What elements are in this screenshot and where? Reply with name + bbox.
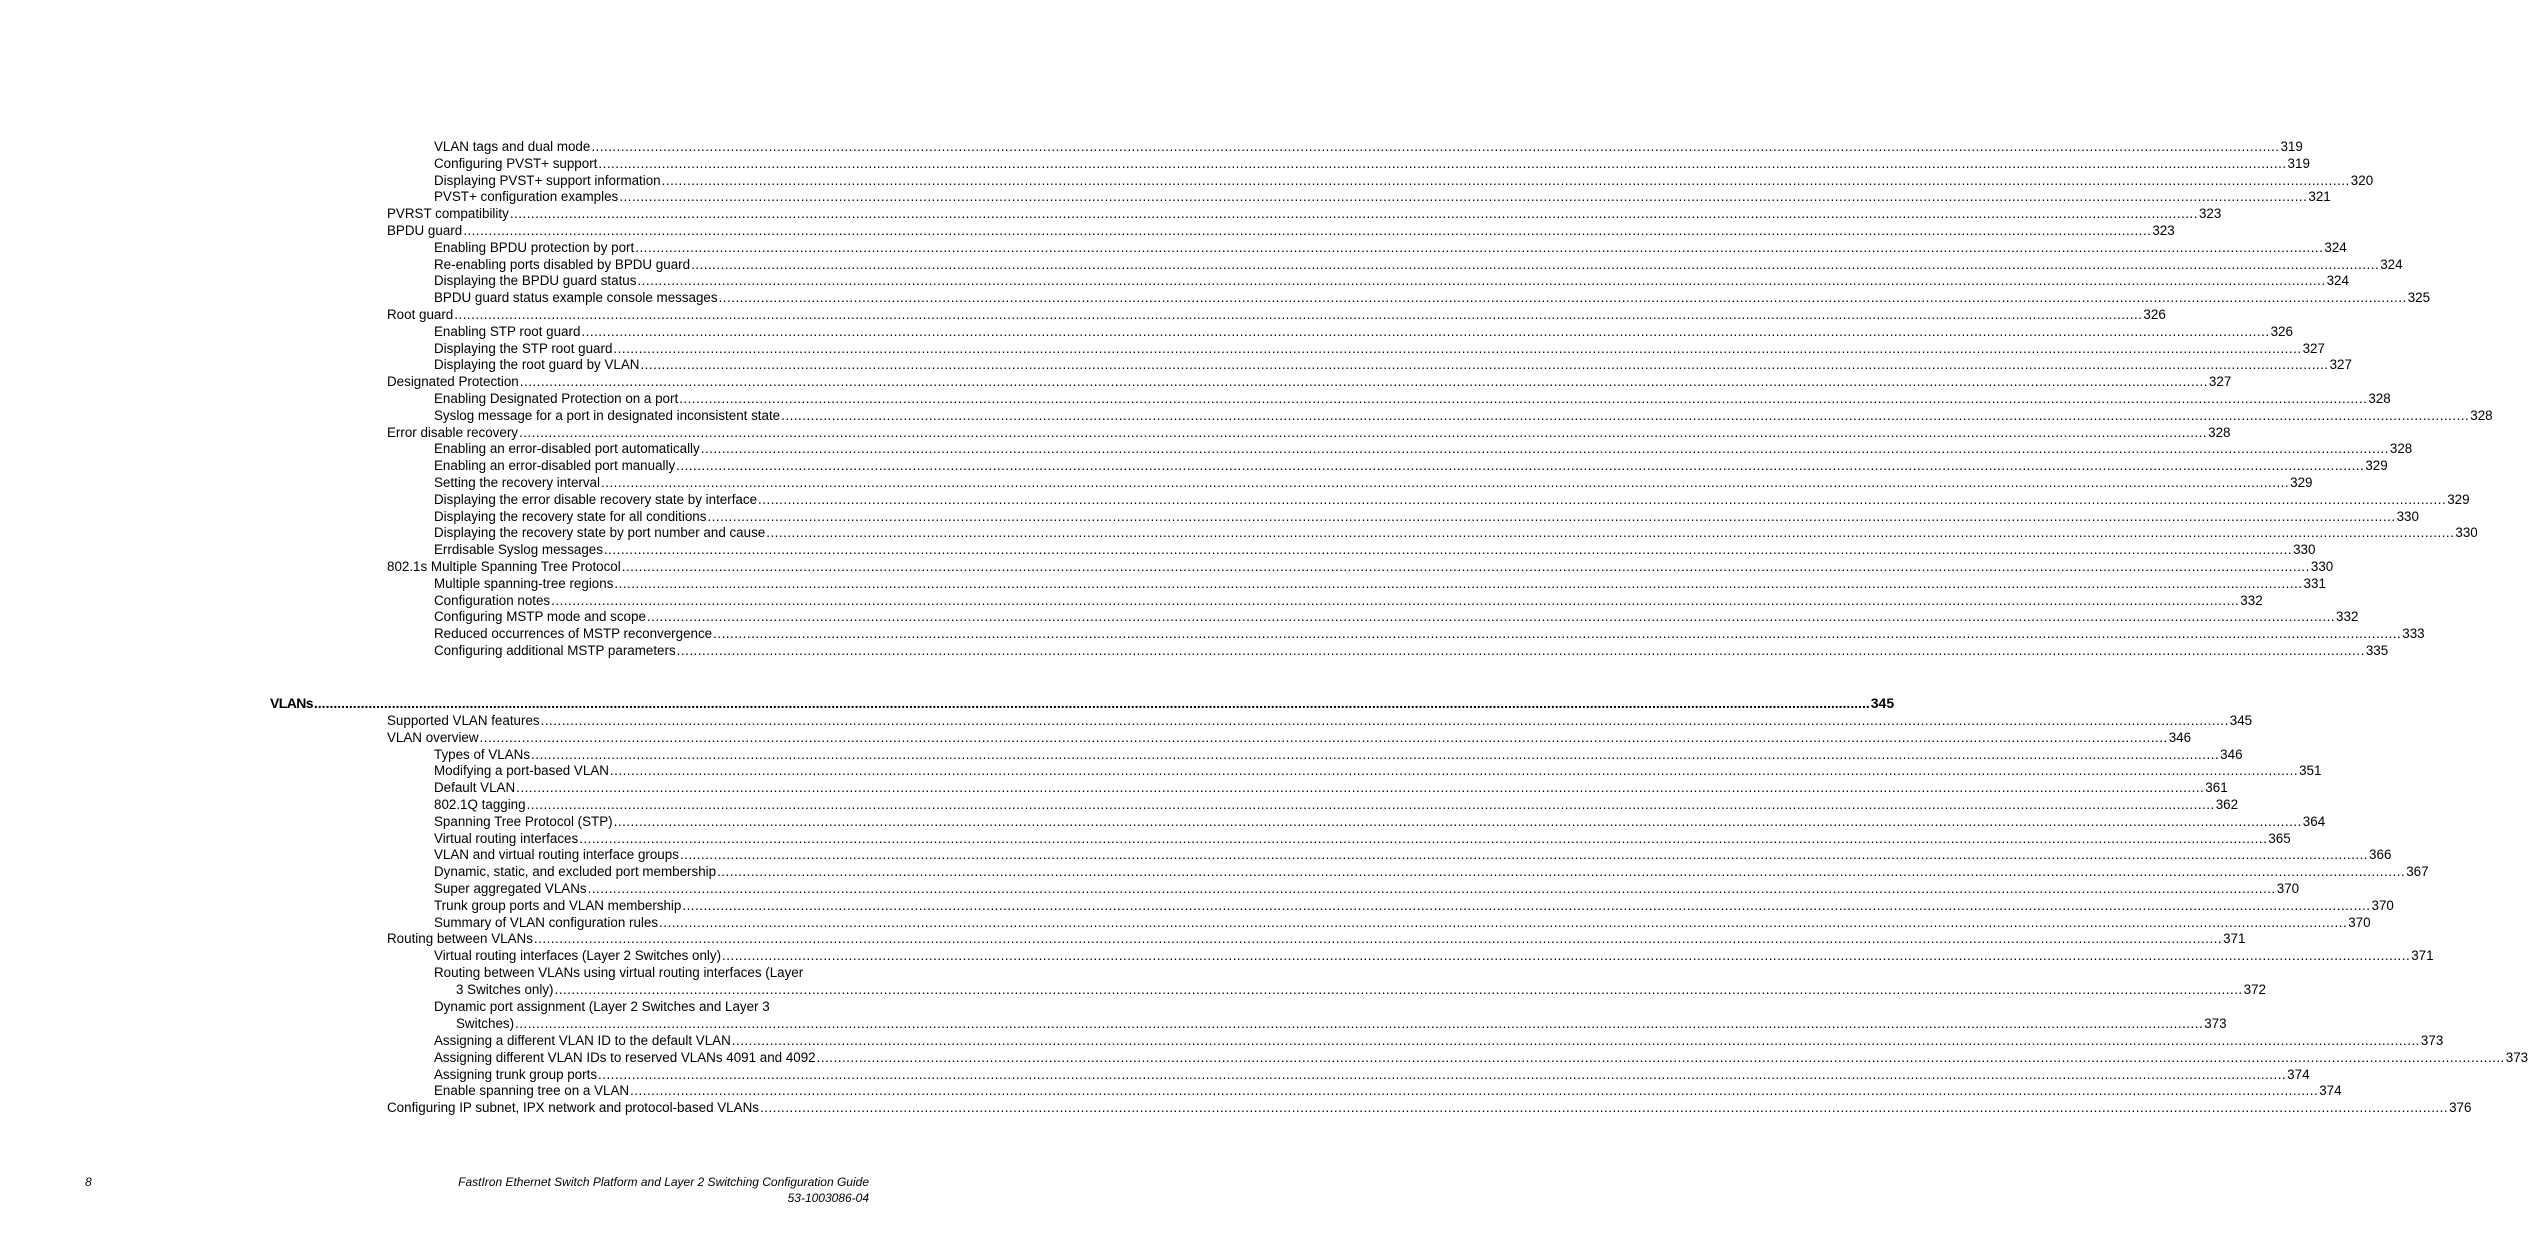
toc-page-number: 328 [2368,391,2391,406]
leader-dots: ................................................................................................................................................................................................................................................................................................................................................................................................................ [691,256,2380,272]
toc-entry[interactable] [434,914,2371,931]
toc-entry-label: Virtual routing interfaces (Layer 2 Switches only) [434,948,722,964]
toc-entry-label: Modifying a port-based VLAN [434,763,609,779]
toc-entry[interactable] [434,779,2228,796]
toc-entry[interactable] [434,474,2313,491]
toc-entry-label: PVST+ configuration examples [434,189,619,205]
leader-dots: ................................................................................................................................................................................................................................................................................................................................................................................................................ [816,1049,2505,1065]
leader-dots: ................................................................................................................................................................................................................................................................................................................................................................................................................ [603,542,2293,558]
toc-entry-label: Trunk group ports and VLAN membership [434,897,682,913]
toc-entry-label: Enabling an error-disabled port manually [434,458,676,474]
toc-entry-label: Reduced occurrences of MSTP reconvergence [434,626,713,642]
chapter-page-number: 345 [1870,695,1895,711]
toc-entry[interactable] [434,508,2419,525]
toc-page-number: 324 [2326,273,2349,289]
leader-dots: ................................................................................................................................................................................................................................................................................................................................................................................................................ [609,763,2299,779]
leader-dots: ................................................................................................................................................................................................................................................................................................................................................................................................................ [718,290,2407,306]
toc-entry-label: Setting the recovery interval [434,475,600,490]
toc-page-number: 323 [2152,223,2175,238]
toc-entry[interactable] [434,356,2352,373]
toc-entry-label: Assigning trunk group ports [434,1066,598,1082]
leader-dots: ................................................................................................................................................................................................................................................................................................................................................................................................................ [613,340,2302,356]
toc-entry-label: 802.1s Multiple Spanning Tree Protocol [387,559,621,574]
toc-entry-label: Multiple spanning-tree regions [434,575,614,591]
leader-dots: ................................................................................................................................................................................................................................................................................................................................................................................................................ [479,729,2168,745]
toc-entry[interactable] [434,323,2293,340]
toc-entry[interactable] [434,998,2227,1032]
toc-entry-label-line2: 3 Switches only) [456,982,554,997]
toc-page-number: 327 [2329,357,2352,373]
toc-entry[interactable] [434,625,2425,642]
chapter-heading-vlans[interactable] [270,694,1895,712]
leader-dots: ................................................................................................................................................................................................................................................................................................................................................................................................................ [707,508,2396,524]
leader-dots: ................................................................................................................................................................................................................................................................................................................................................................................................................ [587,881,2276,896]
toc-page-number: 370 [2371,897,2394,913]
toc-entry-label-line1: Routing between VLANs using virtual routing interfaces (Layer [434,965,804,980]
toc-entry[interactable] [434,964,2266,998]
leader-dots: ................................................................................................................................................................................................................................................................................................................................................................................................................ [766,525,2455,541]
toc-entry-label: Errdisable Syslog messages [434,542,603,558]
toc-page-number: 373 [2505,1049,2528,1065]
toc-page-number: 324 [2380,256,2403,272]
toc-entry[interactable] [434,762,2322,779]
leader-dots: ................................................................................................................................................................................................................................................................................................................................................................................................................ [554,982,2243,997]
toc-entry-label: BPDU guard status example console messages [434,290,718,306]
toc-page-number: 329 [2447,491,2470,507]
toc-entry[interactable] [387,424,2231,441]
toc-entry[interactable] [387,558,2334,575]
leader-dots: ................................................................................................................................................................................................................................................................................................................................................................................................................ [676,458,2365,474]
leader-dots: ................................................................................................................................................................................................................................................................................................................................................................................................................ [700,441,2389,457]
leader-dots: ................................................................................................................................................................................................................................................................................................................................................................................................................ [600,475,2290,490]
leader-dots: ................................................................................................................................................................................................................................................................................................................................................................................................................ [526,797,2215,812]
leader-dots: ................................................................................................................................................................................................................................................................................................................................................................................................................ [516,780,2205,796]
toc-entry-label: Enable spanning tree on a VLAN [434,1083,630,1099]
leader-dots: ................................................................................................................................................................................................................................................................................................................................................................................................................ [630,1083,2319,1099]
toc-entry-label: Default VLAN [434,780,516,796]
toc-entry[interactable] [434,407,2493,424]
toc-entry-label: Displaying PVST+ support information [434,172,661,188]
toc-entry-label: Assigning different VLAN IDs to reserved VLANs 4091 and 4092 [434,1049,816,1065]
toc-entry[interactable] [434,1082,2342,1099]
toc-page-number: 367 [2406,864,2429,880]
toc-page-number: 319 [2287,155,2310,171]
chapter-label: VLANs [270,695,313,711]
toc-entry-label: Designated Protection [387,374,519,390]
toc-entry-label: Configuration notes [434,592,551,608]
leader-dots: ................................................................................................................................................................................................................................................................................................................................................................................................................ [509,206,2198,222]
toc-entry-label: BPDU guard [387,223,463,238]
toc-page-number: 330 [2293,542,2316,558]
footer-guide-title: FastIron Ethernet Switch Platform and Layer 2 Switching Configuration Guide [458,1175,869,1189]
toc-entry[interactable] [434,575,2326,592]
toc-entry[interactable] [434,830,2291,847]
toc-page-number: 325 [2407,290,2431,306]
toc-page-number: 330 [2310,559,2334,574]
toc-page-number: 320 [2350,172,2374,188]
toc-page-number: 373 [2204,1016,2227,1031]
leader-dots: ................................................................................................................................................................................................................................................................................................................................................................................................................ [518,424,2208,440]
toc-entry[interactable] [434,524,2478,541]
toc-entry[interactable] [434,1066,2310,1083]
toc-entry-label: Summary of VLAN configuration rules [434,914,659,930]
toc-page-number: 376 [2449,1100,2472,1116]
toc-entry-label-line2: Switches) [456,1016,515,1031]
toc-page-number: 364 [2302,813,2326,829]
toc-entry-label: Error disable recovery [387,424,518,440]
toc-entry[interactable] [434,880,2300,897]
toc-entry-label: Configuring additional MSTP parameters [434,643,676,658]
leader-dots: ................................................................................................................................................................................................................................................................................................................................................................................................................ [613,813,2302,829]
toc-entry-label: Spanning Tree Protocol (STP) [434,813,613,829]
toc-entry-label: Displaying the BPDU guard status [434,273,637,289]
leader-dots: ................................................................................................................................................................................................................................................................................................................................................................................................................ [515,1016,2204,1031]
leader-dots: ................................................................................................................................................................................................................................................................................................................................................................................................................ [759,1100,2449,1116]
toc-entry[interactable] [387,306,2166,323]
leader-dots: ................................................................................................................................................................................................................................................................................................................................................................................................................ [519,374,2208,390]
leader-dots: ................................................................................................................................................................................................................................................................................................................................................................................................................ [661,172,2350,188]
toc-entry[interactable] [387,1099,2472,1116]
toc-page-number: 346 [2168,729,2192,745]
toc-page-number: 328 [2208,424,2231,440]
footer-page-number: 8 [85,1175,92,1189]
toc-page-number: 327 [2302,340,2325,356]
toc-entry[interactable] [434,457,2388,474]
toc-page-number: 335 [2365,643,2389,658]
toc-entry[interactable] [434,813,2326,830]
toc-entry-label [434,981,554,998]
toc-entry-label: VLAN tags and dual mode [434,139,591,154]
toc-entry-label: Enabling BPDU protection by port [434,239,635,255]
leader-dots: ................................................................................................................................................................................................................................................................................................................................................................................................................ [731,1033,2420,1048]
toc-page-number: 328 [2470,407,2493,423]
toc-entry-label: VLAN overview [387,729,479,745]
toc-page-number: 361 [2205,780,2228,796]
toc-entry-label: Displaying the root guard by VLAN [434,357,640,373]
toc-entry[interactable] [387,373,2232,390]
leader-dots: ................................................................................................................................................................................................................................................................................................................................................................................................................ [533,931,2223,947]
toc-page-number: 323 [2198,206,2222,222]
toc-entry[interactable] [434,796,2239,813]
leader-dots: ................................................................................................................................................................................................................................................................................................................................................................................................................ [540,713,2229,728]
toc-entry[interactable] [434,155,2310,172]
toc-page-number: 362 [2215,797,2239,812]
toc-page-number: 370 [2276,881,2300,896]
leader-dots: ................................................................................................................................................................................................................................................................................................................................................................................................................ [676,643,2365,658]
toc-entry[interactable] [434,1049,2528,1066]
leader-dots: ................................................................................................................................................................................................................................................................................................................................................................................................................ [679,847,2369,863]
toc-page-number: 333 [2402,626,2425,642]
toc-page-number: 365 [2268,830,2291,846]
leader-dots: ................................................................................................................................................................................................................................................................................................................................................................................................................ [640,357,2329,373]
toc-entry-label: Configuring MSTP mode and scope [434,609,646,625]
toc-entry-label: Displaying the recovery state for all conditions [434,508,707,524]
leader-dots: ................................................................................................................................................................................................................................................................................................................................................................................................................ [581,323,2270,339]
toc-page-number: 374 [2287,1066,2310,1082]
toc-page-number: 330 [2455,525,2478,541]
toc-entry-label: Routing between VLANs [387,931,533,947]
toc-page-number: 332 [2240,592,2263,608]
toc-page-number: 327 [2208,374,2232,390]
toc-entry-label: Dynamic, static, and excluded port membership [434,864,717,880]
leader-dots: ................................................................................................................................................................................................................................................................................................................................................................................................................ [598,1066,2287,1082]
leader-dots: ................................................................................................................................................................................................................................................................................................................................................................................................................ [598,155,2287,171]
leader-dots: ................................................................................................................................................................................................................................................................................................................................................................................................................ [635,239,2324,255]
leader-dots: ................................................................................................................................................................................................................................................................................................................................................................................................................ [758,491,2447,507]
leader-dots: ................................................................................................................................................................................................................................................................................................................................................................................................................ [454,307,2143,322]
toc-entry[interactable] [434,592,2263,609]
toc-page-number: 373 [2420,1033,2444,1048]
leader-dots: ................................................................................................................................................................................................................................................................................................................................................................................................................ [722,948,2411,964]
toc-entry[interactable] [434,256,2403,273]
leader-dots: ................................................................................................................................................................................................................................................................................................................................................................................................................ [463,223,2152,238]
leader-dots: ................................................................................................................................................................................................................................................................................................................................................................................................................ [781,407,2470,423]
toc-page-number: 324 [2324,239,2347,255]
toc-page-number: 326 [2143,307,2166,322]
leader-dots: ................................................................................................................................................................................................................................................................................................................................................................................................................ [637,273,2326,289]
footer-doc-number: 53-1003086-04 [787,1191,869,1205]
toc-page-number: 372 [2243,982,2266,997]
toc-entry[interactable] [434,1032,2444,1049]
toc-page-number: 331 [2303,575,2326,591]
toc-entry-label: 802.1Q tagging [434,797,526,812]
toc-entry[interactable] [434,440,2413,457]
toc-page-number: 370 [2348,914,2371,930]
toc-entry-label: Enabling an error-disabled port automatically [434,441,700,457]
toc-entry-label: Re-enabling ports disabled by BPDU guard [434,256,691,272]
toc-entry-label-line1: Dynamic port assignment (Layer 2 Switches and Layer 3 [434,999,770,1014]
toc-page-number: 326 [2270,323,2293,339]
toc-entry-label: Super aggregated VLANs [434,881,587,896]
leader-dots: ................................................................................................................................................................................................................................................................................................................................................................................................................ [679,391,2368,406]
leader-dots: ................................................................................................................................................................................................................................................................................................................................................................................................................ [551,592,2240,608]
toc-page-number: 319 [2280,139,2303,154]
toc-entry-label: Displaying the recovery state by port number and cause [434,525,766,541]
toc-entry[interactable] [434,491,2470,508]
toc-entry-label: Types of VLANs [434,746,531,762]
toc-entry[interactable] [434,746,2243,763]
leader-dots: ................................................................................................................................................................................................................................................................................................................................................................................................................ [591,139,2280,154]
toc-entry-label: Configuring PVST+ support [434,155,598,171]
toc-entry[interactable] [434,846,2392,863]
leader-dots: ................................................................................................................................................................................................................................................................................................................................................................................................................ [682,897,2371,913]
toc-page-number: 321 [2308,189,2331,205]
toc-entry[interactable] [434,642,2389,659]
toc-entry[interactable] [434,138,2303,155]
toc-entry-label: Syslog message for a port in designated inconsistent state [434,407,781,423]
toc-entry[interactable] [434,272,2349,289]
leader-dots: ................................................................................................................................................................................................................................................................................................................................................................................................................ [619,189,2308,205]
toc-entry-label: Displaying the STP root guard [434,340,613,356]
toc-entry[interactable] [387,930,2246,947]
toc-entry-label: Configuring IP subnet, IPX network and protocol-based VLANs [387,1100,759,1116]
toc-page-number: 346 [2220,746,2243,762]
leader-dots: ................................................................................................................................................................................................................................................................................................................................................................................................................ [717,864,2406,880]
toc-entry[interactable] [434,541,2316,558]
toc-entry[interactable] [387,729,2192,746]
toc-entry[interactable] [387,205,2222,222]
leader-dots: ................................................................................................................................................................................................................................................................................................................................................................................................................ [531,746,2220,762]
toc-page-number: 371 [2411,948,2434,964]
toc-entry[interactable] [434,289,2431,306]
toc-entry-label: Enabling STP root guard [434,323,581,339]
toc-entry[interactable] [434,608,2359,625]
toc-entry-label: Supported VLAN features [387,713,540,728]
toc-entry[interactable] [434,390,2391,407]
toc-entry[interactable] [434,863,2429,880]
toc-entry-label: Root guard [387,307,454,322]
toc-page-number: 374 [2319,1083,2342,1099]
toc-page-number: 328 [2389,441,2413,457]
toc-entry-label: Enabling Designated Protection on a port [434,391,679,406]
toc-entry-label: Assigning a different VLAN ID to the default VLAN [434,1033,731,1048]
toc-entry[interactable] [434,340,2325,357]
toc-entry-label: Displaying the error disable recovery state by interface [434,491,758,507]
toc-entry[interactable] [434,188,2331,205]
toc-page-number: 329 [2290,475,2313,490]
leader-dots: ................................................................................................................................................................................................................................................................................................................................................................................................................ [614,575,2303,591]
toc-page-number: 329 [2365,458,2388,474]
toc-page-number: 371 [2223,931,2246,947]
toc-entry-label: Virtual routing interfaces [434,830,579,846]
toc-page-number: 345 [2229,713,2253,728]
toc-page-number: 366 [2369,847,2392,863]
toc-entry[interactable] [434,172,2374,189]
leader-dots: ................................................................................................................................................................................................................................................................................................................................................................................................................ [579,830,2268,846]
toc-entry[interactable] [387,222,2175,239]
toc-entry[interactable] [434,947,2434,964]
leader-dots: ................................................................................................................................................................................................................................................................................................................................................................................................................ [646,609,2336,625]
leader-dots: ................................................................................................................................................................................................................................................................................................................................................................................................................ [713,626,2402,642]
leader-dots: ................................................................................................................................................................................................................................................................................................................................................................................................................ [659,914,2348,930]
toc-entry[interactable] [434,897,2394,914]
leader-dots: ................................................................................................................................................................................................................................................................................................................................................................................................................ [313,695,1870,711]
leader-dots: ................................................................................................................................................................................................................................................................................................................................................................................................................ [621,559,2310,574]
toc-page-number: 351 [2299,763,2322,779]
toc-entry[interactable] [387,712,2253,729]
toc-entry-label [434,1015,514,1032]
toc-page-number: 332 [2336,609,2359,625]
toc-entry-label: VLAN and virtual routing interface groups [434,847,679,863]
toc-entry-label: PVRST compatibility [387,206,509,222]
toc-page-number: 330 [2396,508,2419,524]
toc-entry[interactable] [434,239,2347,256]
